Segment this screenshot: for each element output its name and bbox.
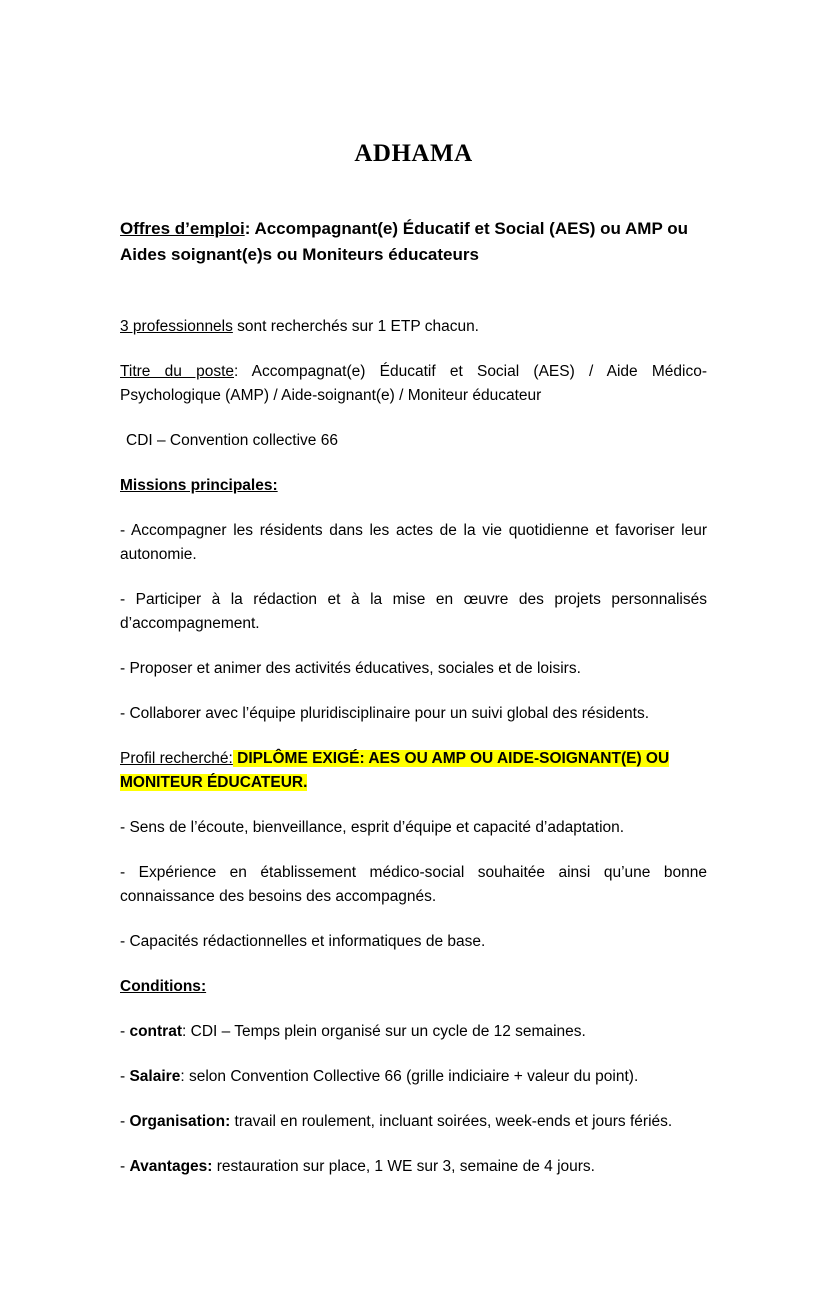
conditions-item-term: Organisation:: [129, 1113, 231, 1131]
conditions-item-sep: :: [180, 1068, 189, 1086]
conditions-item-text: restauration sur place, 1 WE sur 3, semaine de 4 jours.: [216, 1158, 595, 1176]
missions-item: - Accompagner les résidents dans les actes de la vie quotidienne et favoriser leur autonomie.: [120, 522, 707, 564]
missions-heading: [120, 474, 707, 498]
profil-item: - Sens de l’écoute, bienveillance, esprit d’équipe et capacité d’adaptation.: [120, 819, 625, 837]
intro-rest: sont recherchés sur 1 ETP chacun.: [232, 318, 479, 335]
conditions-heading-separator: :: [200, 978, 207, 996]
contrat-line: CDI – Convention collective 66: [126, 432, 338, 450]
conditions-item-text: selon Convention Collective 66 (grille indiciaire + valeur du point).: [188, 1068, 639, 1086]
conditions-heading: [120, 975, 707, 999]
conditions-item-dash: -: [120, 1023, 130, 1041]
conditions-item-text: travail en roulement, incluant soirées, week-ends et jours fériés.: [234, 1113, 673, 1131]
conditions-item-text: CDI – Temps plein organisé sur un cycle de 12 semaines.: [190, 1023, 586, 1041]
profil-item: - Expérience en établissement médico-social souhaitée ainsi qu’une bonne connaissance des besoins des accompagnés.: [120, 864, 707, 906]
job-offer-heading-text: Accompagnant(e) Éducatif et Social (AES) ou AMP ou Aides soignant(e)s ou Moniteurs éducateurs: [120, 219, 688, 264]
conditions-item: [120, 1065, 707, 1089]
page-title: ADHAMA: [354, 140, 473, 167]
job-offer-heading-separator: :: [244, 219, 251, 238]
profil-highlight: DIPLÔME EXIGÉ: AES OU AMP OU AIDE-SOIGNANT(E) OU MONITEUR ÉDUCATEUR.: [120, 750, 670, 792]
conditions-item-term: contrat: [129, 1023, 183, 1041]
document-page: [0, 140, 827, 1309]
poste-separator: :: [234, 363, 239, 381]
intro-line: [120, 315, 707, 339]
missions-heading-separator: :: [272, 477, 278, 495]
poste-text: Accompagnat(e) Éducatif et Social (AES) / Aide Médico-Psychologique (AMP) / Aide-soignant(e) / Moniteur éducateur: [120, 363, 707, 405]
job-offer-heading-label: Offres d’emploi: [120, 219, 245, 238]
conditions-item-sep: :: [182, 1023, 191, 1041]
conditions-item-term: Salaire: [129, 1068, 181, 1086]
conditions-item: [120, 1020, 707, 1044]
conditions-item-dash: -: [120, 1158, 130, 1176]
missions-item: - Participer à la rédaction et à la mise en œuvre des projets personnalisés d’accompagnement.: [120, 591, 707, 633]
job-offer-heading: [120, 216, 707, 267]
intro-emphasis: 3 professionnels: [120, 318, 233, 335]
poste-line: [120, 360, 707, 408]
profil-heading-separator: :: [228, 750, 233, 768]
profil-heading: [120, 747, 707, 795]
conditions-item: [120, 1155, 707, 1179]
missions-heading-label: Missions principales: [120, 477, 273, 495]
conditions-item: [120, 1110, 707, 1134]
missions-item: - Proposer et animer des activités éducatives, sociales et de loisirs.: [120, 660, 581, 678]
missions-item: - Collaborer avec l’équipe pluridisciplinaire pour un suivi global des résidents.: [120, 705, 650, 723]
conditions-item-dash: -: [120, 1113, 130, 1131]
profil-heading-label: Profil recherché: [120, 750, 229, 768]
profil-item: - Capacités rédactionnelles et informatiques de base.: [120, 933, 486, 951]
conditions-heading-label: Conditions: [120, 978, 201, 996]
conditions-item-term: Avantages:: [129, 1158, 213, 1176]
conditions-item-dash: -: [120, 1068, 130, 1086]
poste-label: Titre du poste: [120, 363, 235, 381]
